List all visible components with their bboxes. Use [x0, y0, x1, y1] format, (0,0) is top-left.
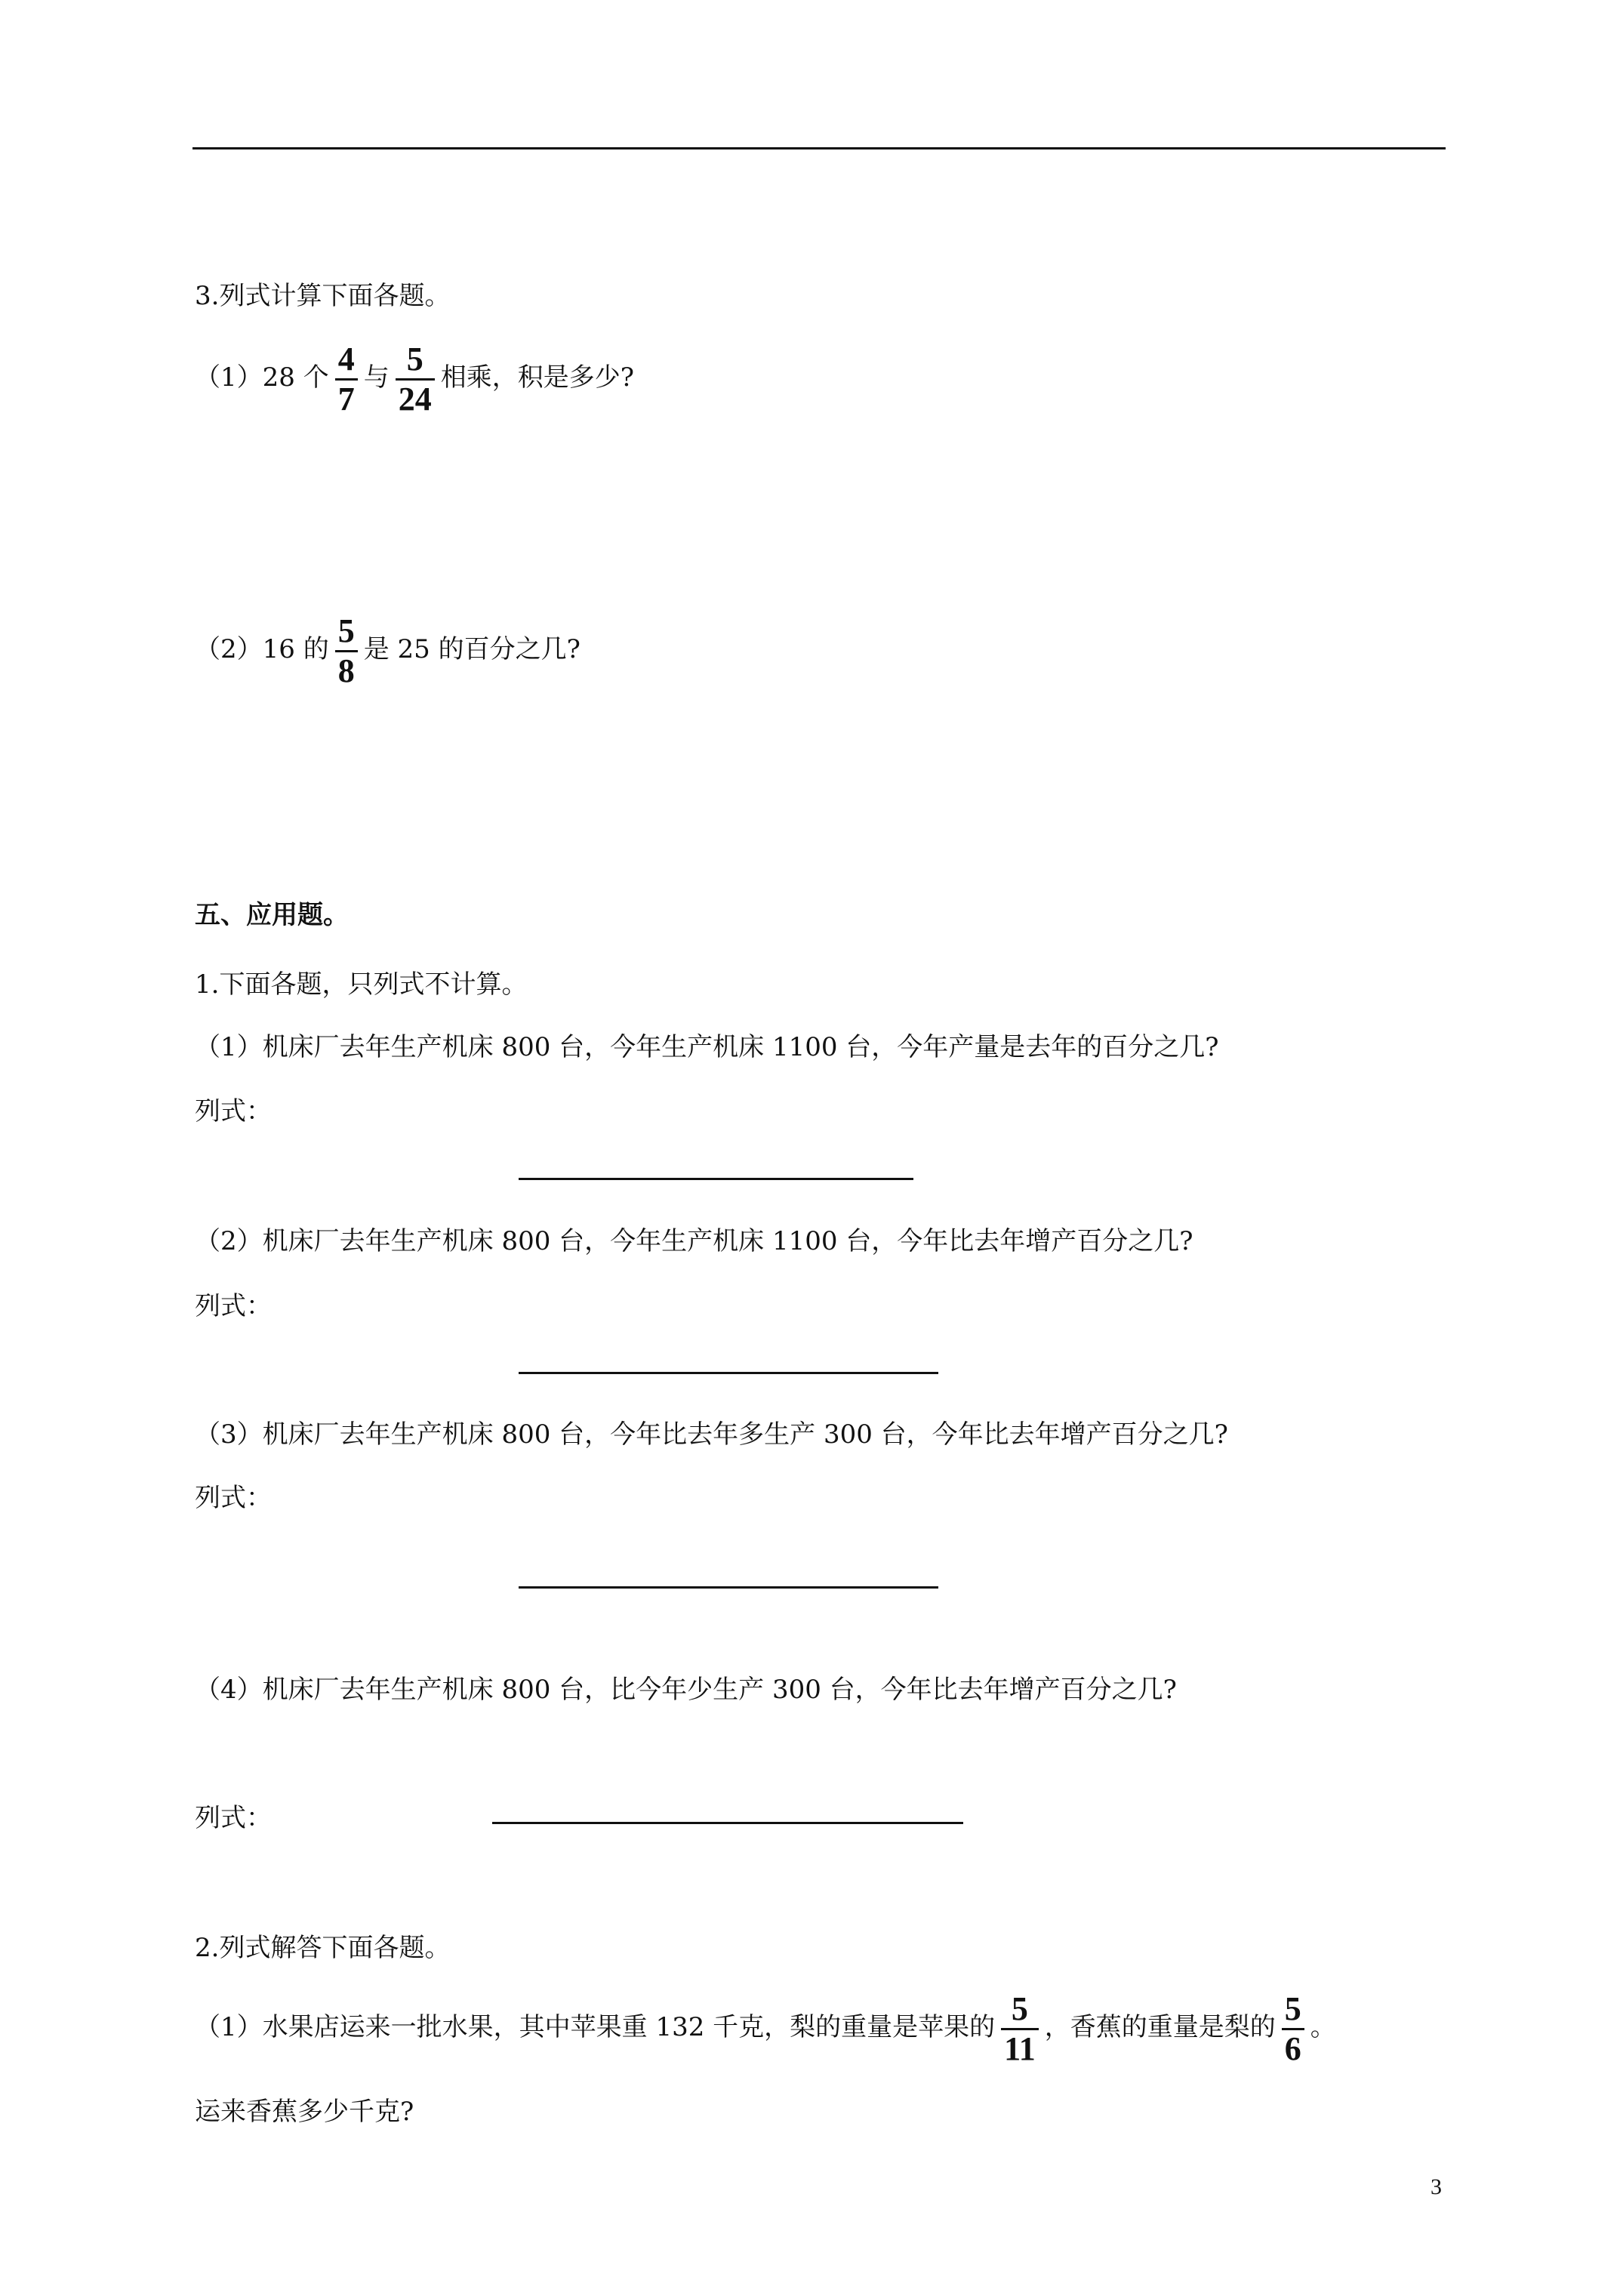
q1-label-1: 列式：	[195, 1096, 272, 1126]
header-rule	[192, 147, 1446, 149]
page-number: 3	[1431, 2174, 1442, 2199]
section-5-heading: 五、应用题。	[195, 900, 349, 930]
answer-blank-1[interactable]	[519, 1178, 913, 1180]
q1-label-2: 列式：	[195, 1291, 272, 1321]
q3-problem-1: （1）28 个 $\frac{4}{7}$ 与 $\frac{5}{24}$ 相乘，积是多少?	[195, 340, 634, 418]
q1-item-4: （4）机床厂去年生产机床 800 台，比今年少生产 300 台，今年比去年增产百分之几?	[195, 1675, 1177, 1705]
q2-problem-1-continued: 运来香蕉多少千克?	[195, 2097, 414, 2127]
q1-heading: 1.下面各题，只列式不计算。	[195, 969, 528, 1000]
q1-item-1: （1）机床厂去年生产机床 800 台，今年生产机床 1100 台，今年产量是去年的百分之几?	[195, 1032, 1219, 1062]
q1-item-3: （3）机床厂去年生产机床 800 台，今年比去年多生产 300 台，今年比去年增产百分之几?	[195, 1419, 1228, 1450]
q3-problem-2: （2）16 的 $\frac{5}{8}$ 是 25 的百分之几?	[195, 612, 581, 689]
q2-heading: 2.列式解答下面各题。	[195, 1933, 451, 1963]
fraction-4-7: $\frac{4}{7}$	[335, 341, 358, 418]
answer-blank-3[interactable]	[519, 1586, 938, 1589]
fraction-5-6: $\frac{5}{6}$	[1282, 1990, 1304, 2068]
q1-label-3: 列式：	[195, 1483, 272, 1513]
q1-item-2: （2）机床厂去年生产机床 800 台，今年生产机床 1100 台，今年比去年增产百分之几?	[195, 1226, 1193, 1256]
answer-blank-4[interactable]	[492, 1822, 963, 1824]
fraction-5-8: $\frac{5}{8}$	[335, 612, 358, 690]
q3-heading: 3.列式计算下面各题。	[195, 281, 451, 311]
fraction-5-11: $\frac{5}{11}$	[1001, 1990, 1039, 2068]
q2-problem-1: （1）水果店运来一批水果，其中苹果重 132 千克，梨的重量是苹果的 $\frac{5}{11}$ ，香蕉的重量是梨的 $\frac{5}{6}$ 。	[195, 1989, 1336, 2067]
q1-label-4: 列式：	[195, 1803, 272, 1833]
answer-blank-2[interactable]	[519, 1372, 938, 1374]
fraction-5-24: $\frac{5}{24}$	[396, 341, 435, 418]
